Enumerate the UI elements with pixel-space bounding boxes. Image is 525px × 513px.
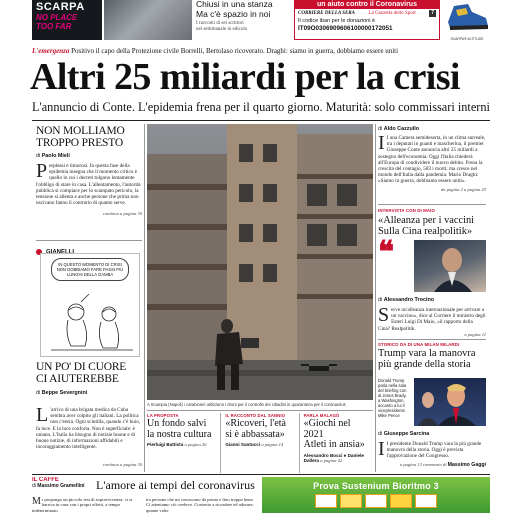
editorial-title-1[interactable]: NON MOLLIAMO TROPPO PRESTO xyxy=(36,125,125,149)
mid-divider-1 xyxy=(220,413,221,473)
dropcap-m: M xyxy=(32,496,41,507)
mid-story-cultura[interactable] xyxy=(147,413,216,473)
lead-kicker-text: Positivo il capo della Protezione civile Borrelli, Bertolaso ricoverato. Draghi: siamo in guerra, dobbiamo essere uniti xyxy=(71,47,399,55)
cont-trocino[interactable]: a pagina 11 xyxy=(464,332,486,337)
shoe-caption: SCARPA® ALTITUDE xyxy=(450,37,484,41)
body-dimaio-text: erve un'alleanza internazionale per arrivare a un vaccino», dice al Corriere il ministro degli Esteri Luigi Di Maio, «il rapporto della Cina? Realpolitik. xyxy=(378,307,486,332)
mid-byline xyxy=(147,442,216,447)
dropcap-p: P xyxy=(36,163,48,182)
magazine-thumb-image xyxy=(104,0,192,40)
quote-icon: ❝ xyxy=(378,236,395,269)
byline-cazzullo xyxy=(378,126,486,132)
shoe-icon xyxy=(444,0,490,32)
byline-sarcina xyxy=(378,431,429,437)
rule-under-lead xyxy=(32,120,490,121)
left-column xyxy=(36,126,142,474)
divider-right-1 xyxy=(378,204,486,205)
shoe-ad[interactable] xyxy=(444,0,490,40)
dropcap-s: S xyxy=(378,307,390,326)
cont-cazzullo[interactable]: da pagina 2 a pagina 25 xyxy=(440,187,486,192)
mid-page: a pagina 26 xyxy=(184,442,207,447)
sponsor-corriere: CORRIERE DELLA SERA xyxy=(298,11,355,16)
cont-sarcina-author: Massimo Gaggi xyxy=(447,462,486,468)
byline-prefix: di xyxy=(32,483,36,489)
product-box-icon xyxy=(365,494,387,508)
byline-prefix: di xyxy=(36,390,41,396)
lead-headline[interactable]: Altri 25 miliardi per la crisi xyxy=(30,56,460,98)
caffe-body-right: tra persone che mi conoscono da prima e fino troppo bene. Ci atteniamo ciò credevo. Costretto a ricordare ed adorare, quante volte xyxy=(146,497,254,513)
editorial-body-1 xyxy=(36,163,142,209)
dropcap-i2: I xyxy=(378,441,385,460)
mid-kicker: PARLA MALAGÒ xyxy=(303,413,340,418)
cartoon-drawing xyxy=(41,254,141,358)
byline-name: Giuseppe Sarcina xyxy=(383,431,430,437)
mid-divider-2 xyxy=(299,413,300,473)
caffe-label: IL CAFFÈ xyxy=(32,477,59,483)
mid-byline-name: Alessandro Bocci e Daniele Dallera xyxy=(303,452,364,463)
scampia-photo-image xyxy=(147,124,373,400)
mid-title: Un fondo salvi la nostra cultura xyxy=(147,418,212,440)
mid-kicker: IL RACCONTO DAL SANNIO xyxy=(225,413,286,418)
right-column xyxy=(378,126,486,472)
fundraiser-box[interactable] xyxy=(294,0,440,40)
portrait-icon xyxy=(414,378,486,426)
sponsor-7: 7 xyxy=(431,10,434,16)
ad-products xyxy=(262,494,490,508)
product-box-icon xyxy=(340,494,362,508)
lead-body-text: I una Camera semideserta, in un clima surreale, tra i deputati in guanti e mascherina, il premier Giuseppe Conte annuncia altri 25 miliardi a sostegno dell'economia. Oggi l'Italia chiederà all'Europa di condividere il nuovo debito. Frena la crescita del contagio, 583 i morti; ma cresce nel mondo dell'Italia dalla pandemia. Mario Draghi: «Siamo in guerra, dobbiamo essere uniti». xyxy=(378,135,486,185)
mid-byline-name: Pierluigi Battista xyxy=(147,442,184,447)
fund-banner: un aiuto contro il Coronavirus xyxy=(295,1,439,9)
divider-right-2 xyxy=(378,339,486,340)
product-box-icon xyxy=(315,494,337,508)
photo-caption: A Scampia (Napoli) i carabinieri utilizzano i droni per il controllo dei cittadini in quarantena per il coronavirus xyxy=(147,402,346,407)
bottom-mid-strip xyxy=(147,413,373,473)
title-trump[interactable]: Trump vara la manovra più grande della storia xyxy=(378,348,476,370)
divider-left-1 xyxy=(36,240,142,241)
body-trump-text: I presidente Donald Trump vara la più grande manovra della storia. Oggi è prevista l'approvazione del Congresso. xyxy=(386,441,482,460)
promo-sub: I racconti di sei scrittori nel settimanale in edicola xyxy=(196,21,247,32)
caffe-body-left-text: i propongo un piccolo test di sopravvivenza: ci si barrica in casa con i propri affetti, a tempo indeterminato. xyxy=(32,497,133,513)
mid-story-ricoveri[interactable] xyxy=(225,413,294,473)
byline-name: Aldo Cazzullo xyxy=(383,126,420,132)
mid-byline xyxy=(225,442,294,447)
scarpa-logo-text: SCARPA xyxy=(36,1,85,13)
title-dimaio[interactable]: «Alleanza per i vaccini Sulla Cina realpolitik» xyxy=(378,215,475,237)
sustenium-ad[interactable] xyxy=(262,477,490,513)
fund-iban: IT09O0306909606100000172051 xyxy=(298,25,393,32)
col-divider-left xyxy=(144,124,145,472)
lead-body xyxy=(378,135,486,185)
logo-slogan-1: NO PLACE xyxy=(36,13,78,22)
editorial-title-2[interactable]: UN PO' DI CUORE CI AIUTEREBBE xyxy=(36,361,127,385)
mid-byline xyxy=(304,453,373,463)
mid-page: a pagina 42 xyxy=(320,457,343,463)
caffe-body-left xyxy=(32,497,140,513)
logo-slogan-2: TOO FAR xyxy=(36,22,72,31)
magazine-promo[interactable] xyxy=(196,0,290,40)
kicker-trump: STORICO DA DI UNA MILAN MILARDI xyxy=(378,342,460,347)
byline-name: Beppe Severgnini xyxy=(41,390,88,396)
fund-iban-label: Il codice iban per le donazioni è xyxy=(298,18,376,24)
dimaio-photo xyxy=(414,240,486,292)
byline-name: Paolo Mieli xyxy=(41,153,70,159)
byline-mieli xyxy=(36,153,142,159)
lead-subhead[interactable]: L'annuncio di Conte. L'epidemia frena per il quarto giorno. Maturità: solo commissari interni xyxy=(32,100,490,114)
byline-prefix: di xyxy=(36,153,41,159)
body-dimaio xyxy=(378,307,486,333)
top-ad-strip xyxy=(32,0,490,42)
lead-kicker-line xyxy=(32,47,490,56)
cont-mieli[interactable]: continua a pagina 30 xyxy=(102,211,142,216)
cont-severgnini[interactable]: continua a pagina 30 xyxy=(102,462,142,467)
cont-sarcina[interactable] xyxy=(378,462,486,468)
editorial-body-2-text: 'arrivo di una brigata medica da Cuba sembra aver colpito gli italiani. La politica non c'entra. Ogni scintilla, quando c'è buio, fa luce. E la luce conforta. Non è superficiale: è umano. L'Italia ha bisogno di notizie buone e di buone notizie, di informazioni affidabili e incoraggiamento intelligente. xyxy=(36,407,141,451)
cont-sarcina-text: a pagina 13 commento di xyxy=(399,462,447,467)
portrait-icon xyxy=(414,240,486,292)
lead-photo[interactable] xyxy=(147,124,373,400)
byline-name: Alessandro Trocino xyxy=(383,297,435,303)
byline-prefix: di xyxy=(378,297,383,303)
mid-title: «Giochi nel 2021 Atleti in ansia» xyxy=(303,418,365,450)
mid-page: a pagina 14 xyxy=(261,442,284,447)
gianelli-cartoon[interactable] xyxy=(40,253,140,357)
product-box-icon xyxy=(390,494,412,508)
kicker-dimaio: INTERVISTA CON DI MAIO xyxy=(378,208,436,213)
caffe-title: L'amore ai tempi del coronavirus xyxy=(96,478,255,492)
dropcap-i: I xyxy=(378,135,385,154)
body-trump xyxy=(378,441,486,461)
editorial-body-2 xyxy=(36,407,142,461)
byline-prefix: di xyxy=(378,126,383,132)
mid-story-giochi[interactable] xyxy=(304,413,373,473)
trump-caption: Donald Trump parla nella sala del briefing con al Jones Brady, a Washington, accanto a lui il vicepresidente Mike Pence xyxy=(378,378,407,418)
caffe-block[interactable] xyxy=(32,477,258,513)
byline-name: Massimo Gramellini xyxy=(37,483,85,489)
mid-byline-name: Gianni Santucci xyxy=(225,442,261,447)
byline-severgnini xyxy=(36,390,87,396)
trump-photo xyxy=(414,378,486,426)
mid-kicker: LA PROPOSTA xyxy=(147,413,179,418)
rule-above-caffe xyxy=(32,474,490,475)
byline-prefix: di xyxy=(378,431,383,437)
lead-kicker: L'emergenza xyxy=(32,47,70,55)
promo-headline: Chiusi in una stanza Ma c'è spazio in noi xyxy=(196,0,273,19)
scarpa-logo-ad[interactable] xyxy=(32,0,102,40)
rule-under-photo xyxy=(147,410,373,411)
product-box-icon xyxy=(415,494,437,508)
cartoon-bubble: IN QUESTO MOMENTO DI CRISI NON DOBBIAMO FARE PASSI PIÙ LUNGHI DELLA GAMBA xyxy=(51,258,129,281)
dropcap-l: L xyxy=(36,407,49,426)
byline-trocino xyxy=(378,297,434,303)
ad-headline: Prova Sustenium Bioritmo 3 xyxy=(313,481,439,491)
col-divider-right xyxy=(375,124,376,472)
mid-title: «Ricoveri, l'età si è abbassata» xyxy=(225,418,286,440)
editorial-body-1-text: erplessi e timorosi. In questa fase della epidemia insegna che il momento critico è quello in cui i decreti tolgono lentamente l'obbligo di stare in casa. L'allentamento, l'autorità pubblica si compiace per lo scampato pericolo, la tensione si allenta e anche persone che prima non uscivano fanno il contrario di quanto serve. xyxy=(36,163,141,207)
sponsor-gazzetta: La Gazzetta dello Sport xyxy=(368,11,416,16)
